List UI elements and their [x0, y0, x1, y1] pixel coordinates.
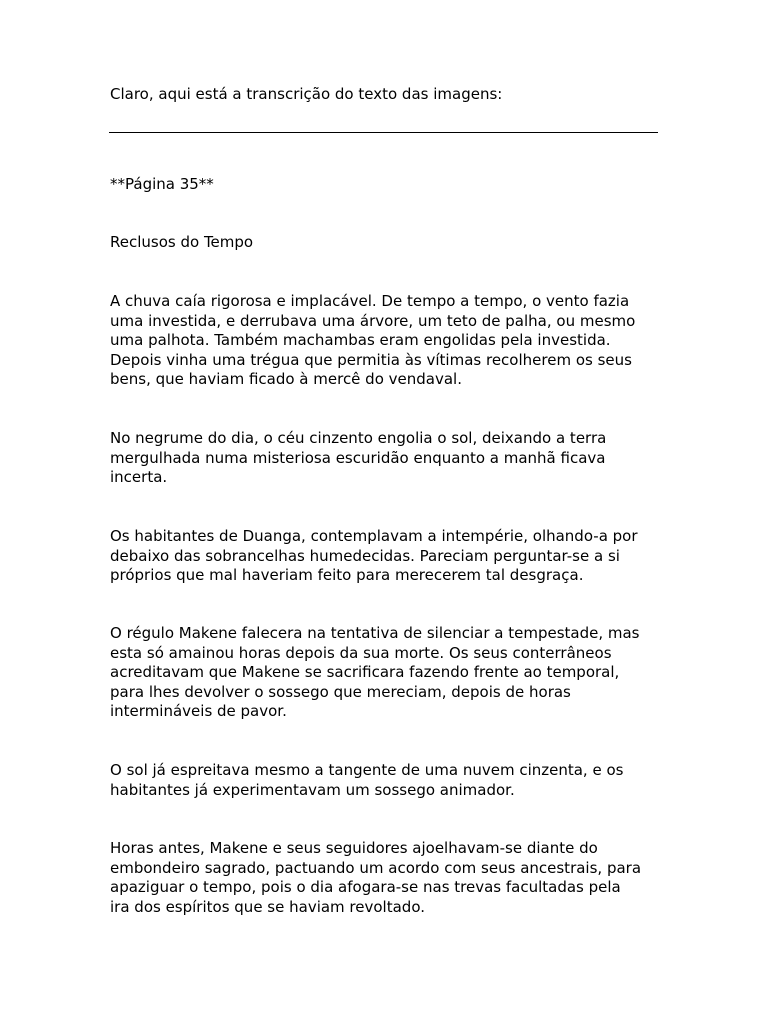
paragraph-5: O sol já espreitava mesmo a tangente de uma nuvem cinzenta, e os habitantes já experimentavam um sossego animador.: [110, 761, 624, 799]
paragraph-1: A chuva caía rigorosa e implacável. De tempo a tempo, o vento fazia uma investida, e derrubava uma árvore, um teto de palha, ou mesmo uma palhota. Também machambas eram engolidas pela investida. Depois vinha uma trégua que permitia às vítimas recolherem os seus bens, que haviam ficado à mercê do vendaval.: [110, 292, 636, 388]
paragraph-2: No negrume do dia, o céu cinzento engolia o sol, deixando a terra mergulhada numa misteriosa escuridão enquanto a manhã ficava incerta.: [110, 429, 607, 486]
page-marker: **Página 35**: [110, 175, 214, 193]
chapter-title: Reclusos do Tempo: [110, 233, 254, 251]
intro-text: Claro, aqui está a transcrição do texto das imagens:: [110, 85, 503, 103]
paragraph-3: Os habitantes de Duanga, contemplavam a intempérie, olhando-a por debaixo das sobrancelhas humedecidas. Pareciam perguntar-se a si próprios que mal haveriam feito para merecerem tal desgraça.: [110, 527, 638, 584]
paragraph-4: O régulo Makene falecera na tentativa de silenciar a tempestade, mas esta só amainou horas depois da sua morte. Os seus conterrâneos acreditavam que Makene se sacrificara fazendo frente ao temporal, para lhes devolver o sossego que mereciam, depois de horas intermináveis de pavor.: [110, 624, 640, 720]
paragraph-6: Horas antes, Makene e seus seguidores ajoelhavam-se diante do embondeiro sagrado, pactuando um acordo com seus ancestrais, para apaziguar o tempo, pois o dia afogara-se nas trevas facultadas pela ira dos espíritos que se haviam revoltado.: [110, 839, 642, 916]
horizontal-divider: [109, 132, 658, 133]
